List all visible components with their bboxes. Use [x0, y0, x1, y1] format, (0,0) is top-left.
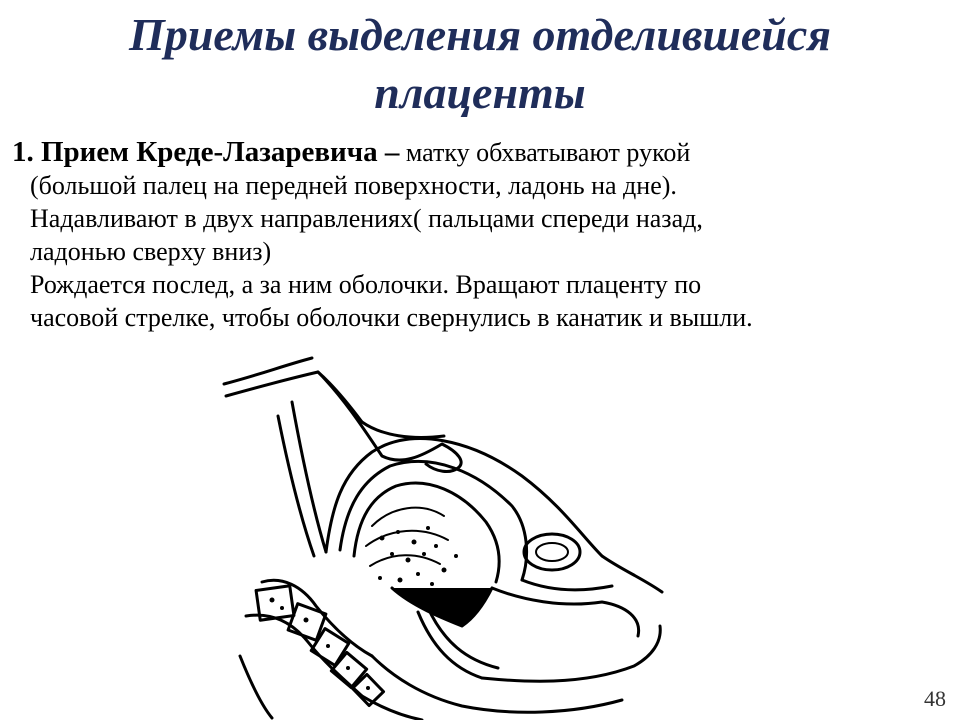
- body-line: (большой палец на передней поверхности, ладонь на дне).: [30, 171, 677, 200]
- slide-title: [40, 6, 920, 122]
- anatomical-drawing-icon: [222, 356, 672, 720]
- body-line-first: [12, 136, 942, 169]
- title-line-2: плаценты: [374, 67, 586, 118]
- method-name: 1. Прием Креде-Лазаревича –: [12, 136, 400, 168]
- body-line-first-rest: матку обхватывают рукой: [399, 138, 691, 167]
- page-number: 48: [924, 686, 946, 711]
- body-line: ладонью сверху вниз): [30, 237, 272, 266]
- body-line: Надавливают в двух направлениях( пальцами спереди назад,: [30, 204, 703, 233]
- body-line: Рождается послед, а за ним оболочки. Вращают плаценту по: [30, 270, 702, 299]
- slide-body-text: [12, 136, 942, 334]
- title-line-1: Приемы выделения отделившейся: [129, 9, 831, 60]
- body-line: часовой стрелке, чтобы оболочки свернулись в канатик и вышли.: [30, 303, 753, 332]
